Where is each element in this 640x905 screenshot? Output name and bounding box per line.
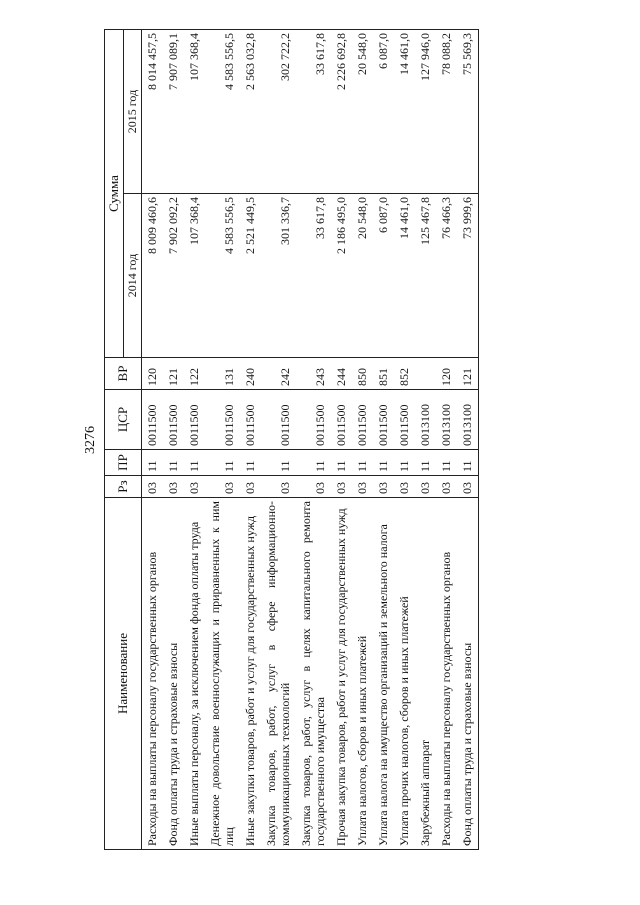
- rotated-document: [80, 30, 640, 850]
- row-pr: 11: [296, 450, 331, 476]
- row-csr: 0011500: [142, 390, 164, 450]
- row-csr: 0011500: [205, 390, 240, 450]
- row-vr: 121: [163, 358, 184, 390]
- row-name: Закупка товаров, работ, услуг в сфере информационно-коммуникационных технологий: [261, 498, 296, 850]
- row-rz: 03: [205, 476, 240, 498]
- row-pr: 11: [352, 450, 373, 476]
- row-amount-2014: 2 186 495,0: [331, 194, 352, 358]
- row-amount-2015: 8 014 457,5: [142, 30, 164, 194]
- row-amount-2015: 6 087,0: [373, 30, 394, 194]
- row-rz: 03: [261, 476, 296, 498]
- row-pr: 11: [394, 450, 415, 476]
- header-name: Наименование: [105, 498, 142, 850]
- row-pr: 11: [373, 450, 394, 476]
- header-pr: ПР: [105, 450, 142, 476]
- row-amount-2014: 76 466,3: [436, 194, 457, 358]
- row-amount-2015: 14 461,0: [394, 30, 415, 194]
- row-csr: 0013100: [457, 390, 479, 450]
- row-amount-2015: 2 563 032,8: [240, 30, 261, 194]
- row-rz: 03: [415, 476, 436, 498]
- row-amount-2014: 73 999,6: [457, 194, 479, 358]
- row-csr: 0011500: [373, 390, 394, 450]
- table-row: [436, 30, 457, 850]
- row-rz: 03: [163, 476, 184, 498]
- page-number: 3276: [83, 426, 98, 454]
- row-amount-2014: 2 521 449,5: [240, 194, 261, 358]
- row-amount-2014: 7 902 092,2: [163, 194, 184, 358]
- row-pr: 11: [240, 450, 261, 476]
- row-name: Уплата налогов, сборов и иных платежей: [352, 498, 373, 850]
- row-vr: 243: [296, 358, 331, 390]
- row-csr: 0011500: [240, 390, 261, 450]
- table-row: [394, 30, 415, 850]
- budget-table: [104, 29, 479, 850]
- row-vr: 121: [457, 358, 479, 390]
- row-name: Иные закупки товаров, работ и услуг для государственных нужд: [240, 498, 261, 850]
- row-amount-2014: 20 548,0: [352, 194, 373, 358]
- row-csr: 0011500: [261, 390, 296, 450]
- table-row: [373, 30, 394, 850]
- header-year-2015: 2015 год: [124, 30, 142, 194]
- row-pr: 11: [142, 450, 164, 476]
- row-rz: 03: [373, 476, 394, 498]
- row-vr: 122: [184, 358, 205, 390]
- table-body: [142, 30, 479, 850]
- row-pr: 11: [415, 450, 436, 476]
- row-rz: 03: [184, 476, 205, 498]
- table-row: [457, 30, 479, 850]
- row-csr: 0013100: [436, 390, 457, 450]
- row-vr: 850: [352, 358, 373, 390]
- table-row: [142, 30, 164, 850]
- row-amount-2015: 7 907 089,1: [163, 30, 184, 194]
- table-row: [331, 30, 352, 850]
- header-csr: ЦСР: [105, 390, 142, 450]
- row-amount-2015: 302 722,2: [261, 30, 296, 194]
- row-vr: 120: [436, 358, 457, 390]
- header-sum: Сумма: [105, 30, 124, 358]
- header-vr: ВР: [105, 358, 142, 390]
- row-pr: 11: [163, 450, 184, 476]
- row-amount-2015: 2 226 692,8: [331, 30, 352, 194]
- row-amount-2014: 125 467,8: [415, 194, 436, 358]
- row-name: Иные выплаты персоналу, за исключением фонда оплаты труда: [184, 498, 205, 850]
- row-rz: 03: [240, 476, 261, 498]
- table-row: [296, 30, 331, 850]
- header-rz: Рз: [105, 476, 142, 498]
- row-vr: 120: [142, 358, 164, 390]
- row-pr: 11: [261, 450, 296, 476]
- row-name: Уплата налога на имущество организаций и земельного налога: [373, 498, 394, 850]
- row-rz: 03: [394, 476, 415, 498]
- table-row: [415, 30, 436, 850]
- row-amount-2014: 33 617,8: [296, 194, 331, 358]
- row-csr: 0011500: [184, 390, 205, 450]
- row-amount-2015: 127 946,0: [415, 30, 436, 194]
- row-amount-2015: 4 583 556,5: [205, 30, 240, 194]
- row-name: Прочая закупка товаров, работ и услуг для государственных нужд: [331, 498, 352, 850]
- row-amount-2014: 4 583 556,5: [205, 194, 240, 358]
- table-header: [105, 30, 142, 850]
- row-vr: 852: [394, 358, 415, 390]
- table-row: [352, 30, 373, 850]
- row-csr: 0011500: [331, 390, 352, 450]
- row-rz: 03: [296, 476, 331, 498]
- row-pr: 11: [184, 450, 205, 476]
- row-amount-2015: 33 617,8: [296, 30, 331, 194]
- row-name: Зарубежный аппарат: [415, 498, 436, 850]
- row-amount-2015: 78 088,2: [436, 30, 457, 194]
- row-name: Расходы на выплаты персоналу государственных органов: [436, 498, 457, 850]
- row-amount-2015: 75 569,3: [457, 30, 479, 194]
- row-rz: 03: [142, 476, 164, 498]
- row-pr: 11: [457, 450, 479, 476]
- row-amount-2015: 107 368,4: [184, 30, 205, 194]
- table-row: [184, 30, 205, 850]
- row-rz: 03: [457, 476, 479, 498]
- row-csr: 0013100: [415, 390, 436, 450]
- table-row: [163, 30, 184, 850]
- row-pr: 11: [331, 450, 352, 476]
- row-vr: 240: [240, 358, 261, 390]
- row-pr: 11: [436, 450, 457, 476]
- row-amount-2014: 301 336,7: [261, 194, 296, 358]
- row-csr: 0011500: [394, 390, 415, 450]
- row-name: Закупка товаров, работ, услуг в целях капитального ремонта государственного имущества: [296, 498, 331, 850]
- row-amount-2014: 6 087,0: [373, 194, 394, 358]
- table-row: [240, 30, 261, 850]
- row-amount-2015: 20 548,0: [352, 30, 373, 194]
- header-year-2014: 2014 год: [124, 194, 142, 358]
- row-rz: 03: [331, 476, 352, 498]
- row-vr: 131: [205, 358, 240, 390]
- row-name: Фонд оплаты труда и страховые взносы: [457, 498, 479, 850]
- row-amount-2014: 8 009 460,6: [142, 194, 164, 358]
- row-csr: 0011500: [296, 390, 331, 450]
- row-name: Фонд оплаты труда и страховые взносы: [163, 498, 184, 850]
- row-vr: [415, 358, 436, 390]
- row-name: Уплата прочих налогов, сборов и иных платежей: [394, 498, 415, 850]
- row-rz: 03: [436, 476, 457, 498]
- row-csr: 0011500: [163, 390, 184, 450]
- row-pr: 11: [205, 450, 240, 476]
- table-row: [261, 30, 296, 850]
- row-vr: 244: [331, 358, 352, 390]
- row-amount-2014: 14 461,0: [394, 194, 415, 358]
- row-amount-2014: 107 368,4: [184, 194, 205, 358]
- row-name: Денежное довольствие военнослужащих и приравненных к ним лиц: [205, 498, 240, 850]
- row-vr: 851: [373, 358, 394, 390]
- row-rz: 03: [352, 476, 373, 498]
- row-csr: 0011500: [352, 390, 373, 450]
- row-vr: 242: [261, 358, 296, 390]
- table-row: [205, 30, 240, 850]
- row-name: Расходы на выплаты персоналу государственных органов: [142, 498, 164, 850]
